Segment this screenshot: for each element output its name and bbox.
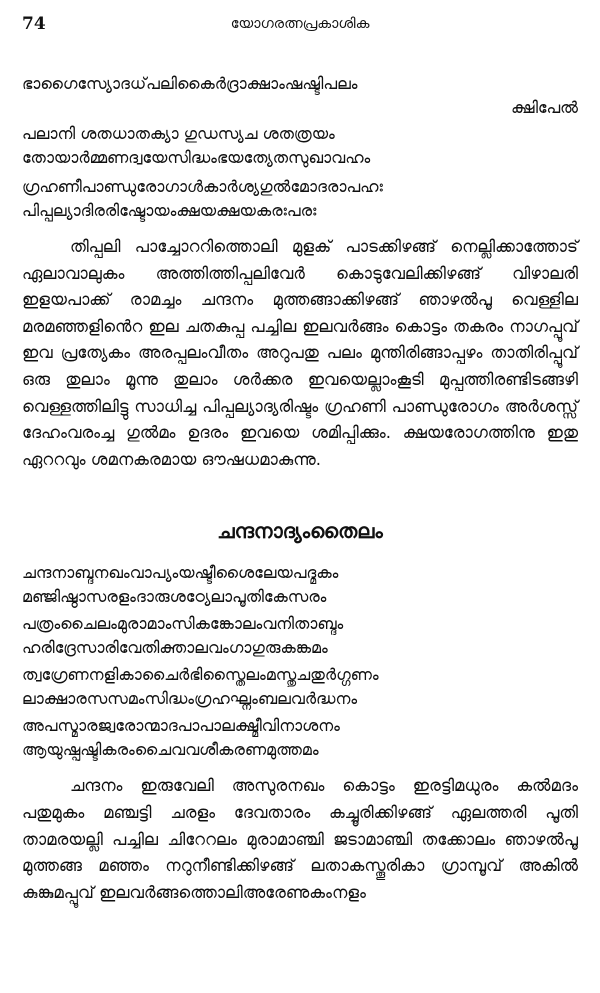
verse-line: ഭാഗൈസ്യോദധ്‌പലികൈർദ്രാക്ഷാംഷഷ്ടിപലം — [22, 74, 358, 93]
sanskrit-verse-block — [22, 72, 578, 119]
sanskrit-verse-block — [22, 612, 578, 659]
verse-line: തോയാർമ്മണദ്വയേസിദ്ധംഭയത്യേതസുഖാവഹം — [22, 147, 371, 167]
sanskrit-verse-block — [22, 122, 578, 169]
sanskrit-verse-block — [22, 663, 578, 710]
sanskrit-verse-block — [22, 175, 578, 222]
verse-line: ത്വഗ്രേണനളികാചൈർഭിസ്തൈലംമസ്തുചതുർഗ്ഗണം — [22, 665, 379, 685]
verse-line: ഗ്രഹണീപാണ്ഡുരോഗാൾകാർശ്യഗുൽമോദരാപഹഃ — [22, 177, 383, 196]
page-number: 74 — [22, 14, 46, 34]
verse-line: ക്ഷിപേൽ — [511, 97, 578, 117]
sanskrit-verse-block — [22, 561, 578, 608]
verse-line: ഹരിദ്രേസാരിവേതിക്താലവംഗാഗുരുകങ്കമം — [22, 637, 328, 657]
verse-line: അപസ്മാരജ്വരോന്മാദപാപാലക്ഷ്മീവിനാശനം — [22, 716, 340, 736]
verse-line: പലാനി ശതധാതക്യാ ഗുഡസ്യച ശതത്രയം — [22, 124, 335, 143]
book-title: യോഗരത്നപ്രകാശിക — [230, 16, 370, 32]
verse-line: പിപ്പല്യാദിരരിഷ്ടോയംക്ഷയക്ഷയകരഃപരഃ — [22, 200, 317, 220]
running-header — [22, 14, 578, 42]
verse-line: ആയുഷ്പുഷ്ടികരംചൈവവശീകരണമുത്തമം — [22, 739, 319, 759]
verse-line: പത്രംചൈലംമുരാമാംസികങ്കോലംവനിതാബ്ദം — [22, 614, 344, 634]
malayalam-commentary-paragraph: ചന്ദനം ഇരുവേലി അസുരനഖം കൊട്ടം ഇരട്ടിമധുരം കൽമദം പതുമുകം മഞ്ചട്ടി ചരളം ദേവതാരം കച്ചൂരിക്കിഴങ്ങ് ഏലത്തരി പൂതി താമരയല്ലി പച്ചില ചിറേറലം മുരാമാഞ്ചി ജടാമാഞ്ചി തക്കോലം ഞാഴൽപൂ മുത്തങ്ങ മഞ്ഞം നറുനീണ്ടിക്കിഴങ്ങ് ലതാകസ്തൂരികാ ഗ്രാമ്പൂവ് അകിൽ കുങ്കുമപ്പൂവ് ഇലവർങ്ങത്തൊലിഅരേണുകംനളം — [22, 776, 578, 902]
sanskrit-verse-block — [22, 714, 578, 761]
verse-line: ചന്ദനാബ്ദനഖംവാപ്യംയഷ്ടീശൈലേയപദ്മകം — [22, 563, 339, 583]
malayalam-commentary-paragraph: തിപ്പലി പാച്ചോററിത്തൊലി മുളക് പാടക്കിഴങ്ങ് നെല്ലിക്കാത്തോട് ഏലാവാലുകം അത്തിത്തിപ്പലിവേർ കൊടുവേലിക്കിഴങ്ങ് വിഴാലരി ഇളയപാക്ക് രാമച്ചം ചന്ദനം മുത്തങ്ങാക്കിഴങ്ങ് ഞാഴൽപൂ വെള്ളില മരമഞ്ഞളിൻെറ ഇല ചതകുപ്പ പച്ചില ഇലവർങ്ങം കൊട്ടം തകരം നാഗപ്പൂവ് ഇവ പ്രത്യേകം അരപ്പലംവീതം അറുപതു പലം മുന്തിരിങ്ങാപ്പഴം താതിരിപ്പൂവ് ഒരു തുലാം മൂന്നു തുലാം ശർക്കര ഇവയെല്ലാംകൂടി മുപ്പത്തിരണ്ടിടങ്ങഴി വെള്ളത്തിലിട്ടു സാധിച്ച പിപ്പല്യാദ്യരിഷ്ടം ഗ്രഹണി പാണ്ഡുരോഗം അർശസ്സ് ദേഹംവരംച്ച ഗുൽമം ഉദരം ഇവയെ ശമിപ്പിക്കും. ക്ഷയരോഗത്തിനു ഇതു ഏററവും ശമനകരമായ ഔഷധമാകുന്നു. — [22, 237, 578, 469]
verse-line: ലാക്ഷാരസസമംസിദ്ധംഗ്രഹഘ്നംബലവർദ്ധനം — [22, 688, 358, 708]
section-heading: ചന്ദനാദ്യംതൈലം — [217, 519, 383, 544]
verse-line: മഞ്ജിഷ്ഠാസരളംദാരുശഠ്യേലാപൂതികേസരം — [22, 586, 327, 606]
